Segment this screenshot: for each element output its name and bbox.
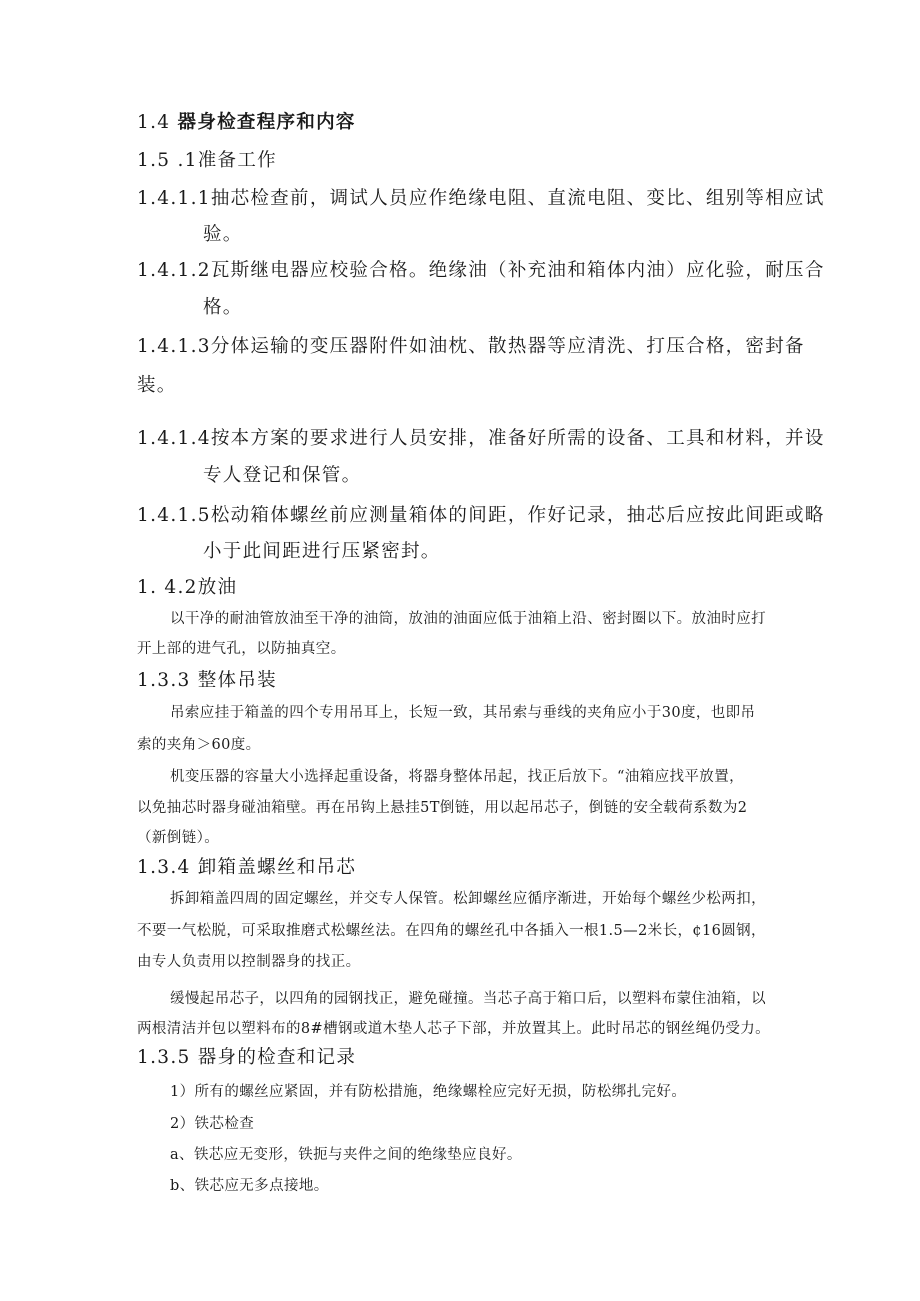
list-item-core-check: 2）铁芯检查 bbox=[170, 1116, 255, 1132]
paragraph-lifting: 吊索应挂于箱盖的四个专用吊耳上，长短一致，其吊索与垂线的夹角应小于30度，也即吊 bbox=[170, 705, 756, 721]
paragraph-cover-bolts-cont2: 由专人负责用以控制器身的找正。 bbox=[137, 954, 361, 970]
item-1-4-1-5: 1.4.1.5松动箱体螺丝前应测量箱体的间距，作好记录，抽芯后应按此间距或略 bbox=[137, 505, 825, 526]
subsection-heading-1-3-4: 1.3.4 卸箱盖螺丝和吊芯 bbox=[137, 857, 357, 878]
paragraph-cover-bolts: 拆卸箱盖四周的固定螺丝，并交专人保管。松卸螺丝应循序渐进，开始每个螺丝少松两扣， bbox=[170, 891, 766, 907]
paragraph-crane-cont1: 以免抽芯时器身碰油箱壁。再在吊钩上悬挂5T倒链，用以起吊芯子，倒链的安全载荷系数为2 bbox=[137, 800, 748, 816]
list-item-core-b: b、铁芯应无多点接地。 bbox=[170, 1178, 329, 1194]
item-1-4-1-5-cont: 小于此间距进行压紧密封。 bbox=[203, 541, 441, 562]
item-1-4-1-1-cont: 验。 bbox=[203, 224, 243, 245]
list-item-bolts: 1）所有的螺丝应紧固，并有防松措施，绝缘螺栓应完好无损，防松绑扎完好。 bbox=[170, 1084, 687, 1100]
item-1-4-1-4-cont: 专人登记和保管。 bbox=[203, 465, 362, 486]
subsection-heading-1-3-3: 1.3.3 整体吊装 bbox=[137, 670, 277, 691]
paragraph-crane: 机变压器的容量大小选择起重设备，将器身整体吊起，找正后放下。“油箱应找平放置， bbox=[170, 769, 745, 785]
paragraph-lift-core-cont: 两根清洁并包以塑料布的8#槽钢或道木垫人芯子下部，并放置其上。此时吊芯的钢丝绳仍受力。 bbox=[137, 1021, 771, 1037]
paragraph-drain-oil: 以干净的耐油管放油至干净的油筒，放油的油面应低于油箱上沿、密封圈以下。放油时应打 bbox=[170, 611, 766, 627]
subsection-heading-prep: 1.5 .1准备工作 bbox=[137, 150, 277, 171]
paragraph-drain-oil-cont: 开上部的进气孔，以防抽真空。 bbox=[137, 641, 346, 657]
subsection-heading-1-3-5: 1.3.5 器身的检查和记录 bbox=[137, 1047, 357, 1068]
item-1-4-1-2-cont: 格。 bbox=[203, 297, 243, 318]
paragraph-lifting-cont: 索的夹角＞60度。 bbox=[137, 737, 261, 753]
item-1-4-1-2: 1.4.1.2瓦斯继电器应校验合格。绝缘油（补充油和箱体内油）应化验，耐压合 bbox=[137, 260, 825, 281]
paragraph-cover-bolts-cont1: 不要一气松脱，可采取推磨式松螺丝法。在四角的螺丝孔中各插入一根1.5—2米长，¢16圆钢， bbox=[137, 923, 766, 939]
paragraph-crane-cont2: （新倒链）。 bbox=[137, 830, 220, 846]
item-1-4-1-4: 1.4.1.4按本方案的要求进行人员安排，准备好所需的设备、工具和材料，并设 bbox=[137, 428, 825, 449]
paragraph-lift-core: 缓慢起吊芯子，以四角的园钢找正，避免碰撞。当芯子高于箱口后，以塑料布蒙住油箱，以 bbox=[170, 991, 766, 1007]
item-1-4-1-1: 1.4.1.1抽芯检查前，调试人员应作绝缘电阻、直流电阻、变比、组别等相应试 bbox=[137, 188, 825, 209]
subsection-heading-drain-oil: 1. 4.2放油 bbox=[137, 577, 238, 598]
item-1-4-1-3-cont: 装。 bbox=[137, 375, 177, 396]
section-heading-1-4: 1.4 器身检查程序和内容 bbox=[137, 112, 356, 133]
item-1-4-1-3: 1.4.1.3分体运输的变压器附件如油枕、散热器等应清洗、打压合格，密封备 bbox=[137, 336, 805, 357]
list-item-core-a: a、铁芯应无变形，铁扼与夹件之间的绝缘垫应良好。 bbox=[170, 1147, 522, 1163]
